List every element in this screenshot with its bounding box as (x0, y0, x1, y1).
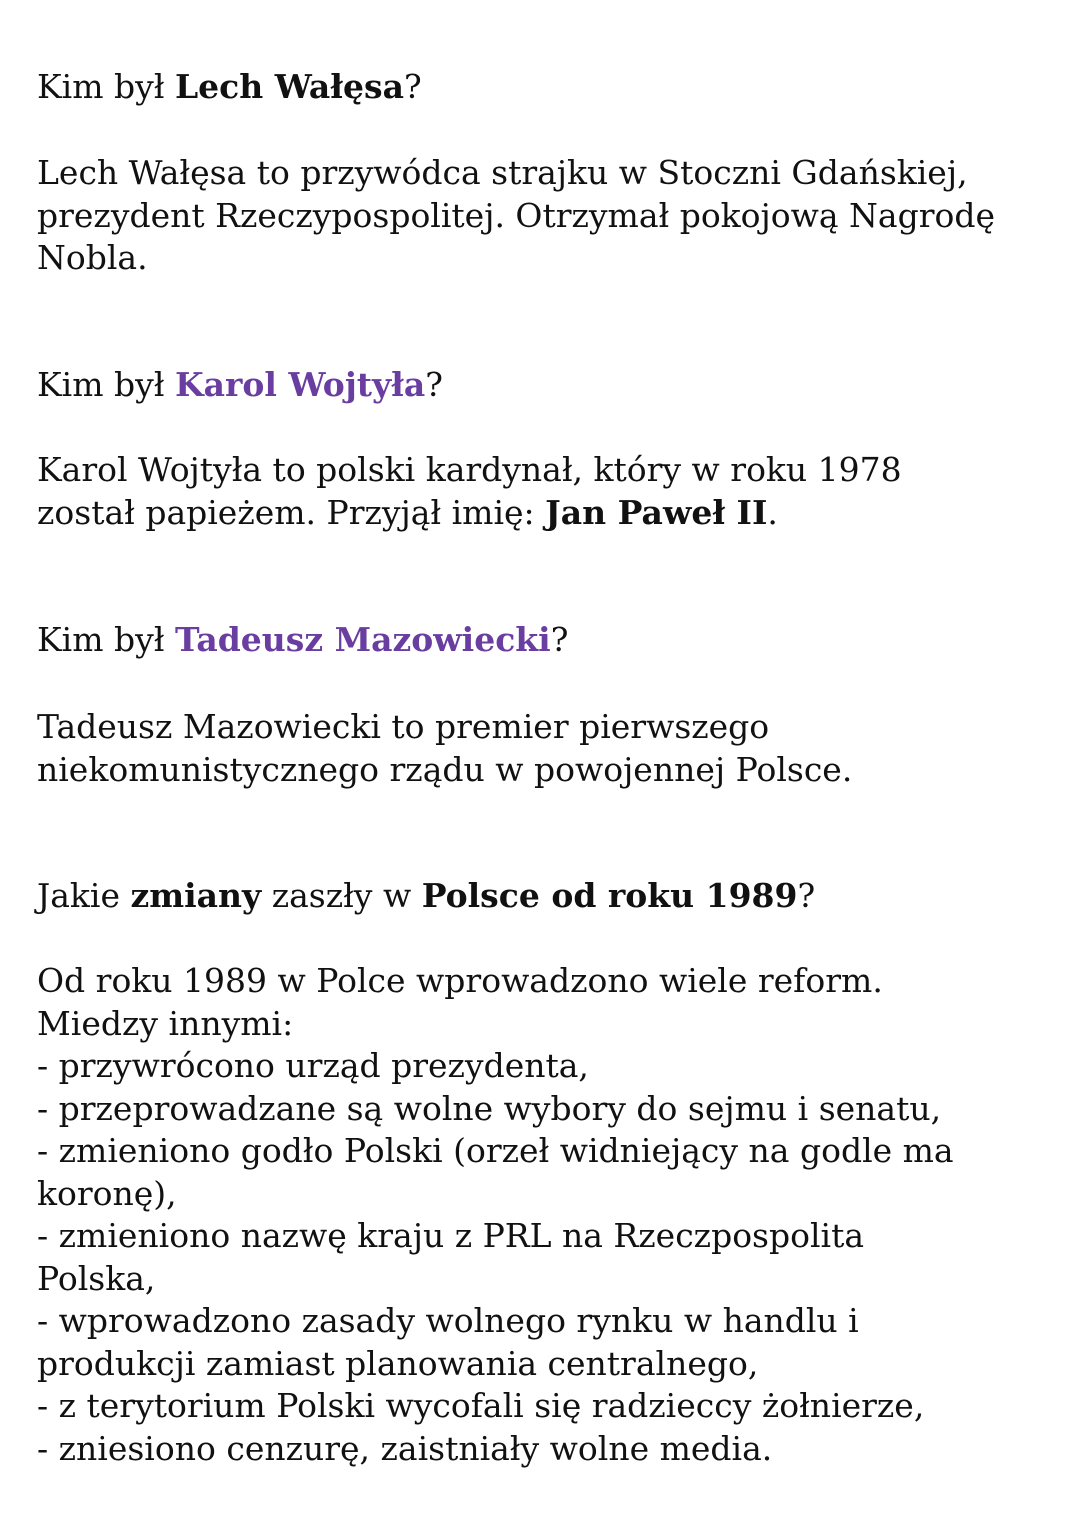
list-item: produkcji zamiast planowania centralnego, (37, 1343, 759, 1383)
question-walesa (37, 66, 422, 108)
papal-name: Jan Paweł II (545, 492, 768, 532)
list-item: - przywrócono urząd prezydenta, (37, 1046, 589, 1085)
answer-line (37, 492, 902, 535)
question-middle: zaszły w (261, 876, 422, 915)
question-wojtyla (37, 364, 443, 406)
question-bold-polska: Polsce od roku 1989 (421, 876, 798, 915)
list-item: - wprowadzono zasady wolnego rynku w handlu i (37, 1301, 859, 1340)
question-highlight: Lech Wałęsa (174, 67, 404, 106)
list-item: - z terytorium Polski wycofali się radzieccy żołnierze, (37, 1386, 925, 1425)
list-item: - zniesiono cenzurę, zaistniały wolne media. (37, 1428, 773, 1468)
answer-line: Od roku 1989 w Polce wprowadzono wiele reform. (37, 961, 883, 1000)
answer-line: Karol Wojtyła to polski kardynał, który w roku 1978 (37, 450, 902, 489)
list-item: Polska, (37, 1258, 156, 1298)
list-item: - zmieniono nazwę kraju z PRL na Rzeczpospolita (37, 1216, 865, 1255)
question-prefix: Jakie (37, 876, 131, 915)
question-prefix: Kim był (37, 365, 175, 404)
question-mazowiecki (37, 619, 568, 661)
list-item: koronę), (37, 1173, 177, 1213)
answer-line: prezydent Rzeczypospolitej. Otrzymał pokojową Nagrodę (37, 195, 996, 235)
answer-wojtyla (37, 449, 902, 534)
answer-punct: . (767, 492, 778, 532)
question-prefix: Kim był (37, 620, 175, 659)
question-highlight: Tadeusz Mazowiecki (174, 620, 551, 659)
answer-line: Miedzy innymi: (37, 1003, 294, 1043)
question-changes-1989 (37, 875, 815, 917)
question-suffix: ? (550, 620, 569, 659)
answer-line: niekomunistycznego rządu w powojennej Polsce. (37, 749, 853, 789)
answer-line: Lech Wałęsa to przywódca strajku w Stoczni Gdańskiej, (37, 153, 968, 192)
answer-text: został papieżem. Przyjął imię: (37, 492, 546, 532)
list-item: - przeprowadzane są wolne wybory do sejmu i senatu, (37, 1088, 942, 1128)
answer-walesa (37, 152, 995, 280)
answer-line: Tadeusz Mazowiecki to premier pierwszego (37, 707, 770, 746)
question-prefix: Kim był (37, 67, 175, 106)
question-bold-zmiany: zmiany (130, 876, 262, 915)
question-suffix: ? (403, 67, 422, 106)
answer-changes-1989 (37, 960, 954, 1470)
question-suffix: ? (797, 876, 816, 915)
list-item: - zmieniono godło Polski (orzeł widniejący na godle ma (37, 1131, 954, 1170)
question-highlight: Karol Wojtyła (174, 365, 426, 404)
question-suffix: ? (425, 365, 443, 404)
answer-mazowiecki (37, 706, 852, 791)
answer-line: Nobla. (37, 238, 148, 277)
